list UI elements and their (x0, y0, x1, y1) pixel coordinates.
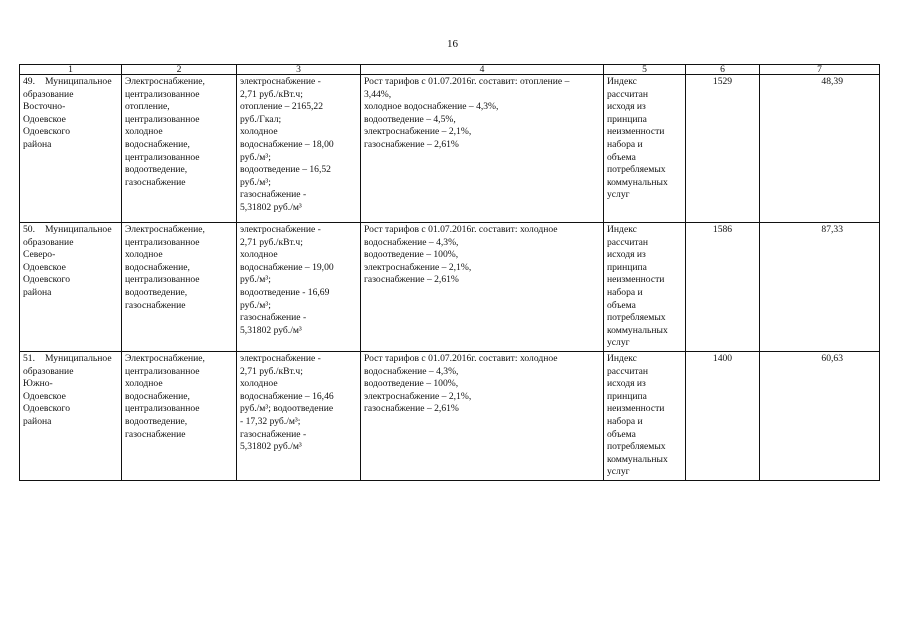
row-number: 51. (23, 352, 35, 364)
header-cell: 6 (686, 65, 760, 75)
tariffs-cell: электроснабжение - 2,71 руб./кВт.ч; холодное водоснабжение – 16,46 руб./м³; водоотведение - 17,32 руб./м³; газоснабжение - 5,31802 руб./м³ (237, 351, 361, 480)
col6-value: 1400 (686, 351, 760, 480)
table-row (20, 75, 880, 223)
header-cell: 7 (760, 65, 880, 75)
municipality-name: Муниципальное образование Южно- Одоевское Одоевского района (23, 352, 112, 427)
col6-value: 1529 (686, 75, 760, 223)
page-number: 16 (447, 38, 458, 50)
header-row (20, 65, 880, 75)
tariff-table (19, 64, 880, 481)
services-cell: Электроснабжение, централизованное холодное водоснабжение, централизованное водоотведение, газоснабжение (122, 351, 237, 480)
row-number: 50. (23, 224, 35, 235)
header-cell: 5 (604, 65, 686, 75)
index-note-cell: Индекс рассчитан исходя из принципа неизменности набора и объема потребляемых коммунальных услуг (604, 223, 686, 352)
municipality-name: Муниципальное образование Восточно- Одоевское Одоевского района (23, 76, 112, 150)
services-cell: Электроснабжение, централизованное холодное водоснабжение, централизованное водоотведение, газоснабжение (122, 223, 237, 352)
tariffs-cell: электроснабжение - 2,71 руб./кВт.ч; отопление – 2165,22 руб./Гкал; холодное водоснабжение – 18,00 руб./м³; водоотведение – 16,52 руб./м³; газоснабжение - 5,31802 руб./м³ (237, 75, 361, 223)
municipality-name: Муниципальное образование Северо- Одоевское Одоевского района (23, 224, 112, 298)
index-note-cell: Индекс рассчитан исходя из принципа неизменности набора и объема потребляемых коммунальных услуг (604, 351, 686, 480)
col7-value: 48,39 (760, 75, 880, 223)
header-cell: 4 (361, 65, 604, 75)
row-number: 49. (23, 76, 35, 87)
growth-cell: Рост тарифов с 01.07.2016г. составит: холодное водоснабжение – 4,3%, водоотведение – 100%, электроснабжение – 2,1%, газоснабжение – 2,61% (361, 223, 604, 352)
table-row (20, 223, 880, 352)
municipality-cell (20, 75, 122, 223)
col7-value: 60,63 (760, 351, 880, 480)
header-cell: 3 (237, 65, 361, 75)
header-cell: 1 (20, 65, 122, 75)
header-cell: 2 (122, 65, 237, 75)
col7-value: 87,33 (760, 223, 880, 352)
table-row (20, 351, 880, 480)
growth-cell: Рост тарифов с 01.07.2016г. составит: отопление – 3,44%, холодное водоснабжение – 4,3%, водоотведение – 4,5%, электроснабжение – 2,1%, газоснабжение – 2,61% (361, 75, 604, 223)
tariffs-cell: электроснабжение - 2,71 руб./кВт.ч; холодное водоснабжение – 19,00 руб./м³; водоотведение - 16,69 руб./м³; газоснабжение - 5,31802 руб./м³ (237, 223, 361, 352)
municipality-cell (20, 223, 122, 352)
col6-value: 1586 (686, 223, 760, 352)
services-cell: Электроснабжение, централизованное отопление, централизованное холодное водоснабжение, централизованное водоотведение, газоснабжение (122, 75, 237, 223)
index-note-cell: Индекс рассчитан исходя из принципа неизменности набора и объема потребляемых коммунальных услуг (604, 75, 686, 223)
municipality-cell (20, 351, 122, 480)
growth-cell: Рост тарифов с 01.07.2016г. составит: холодное водоснабжение – 4,3%, водоотведение – 100%, электроснабжение – 2,1%, газоснабжение – 2,61% (361, 351, 604, 480)
